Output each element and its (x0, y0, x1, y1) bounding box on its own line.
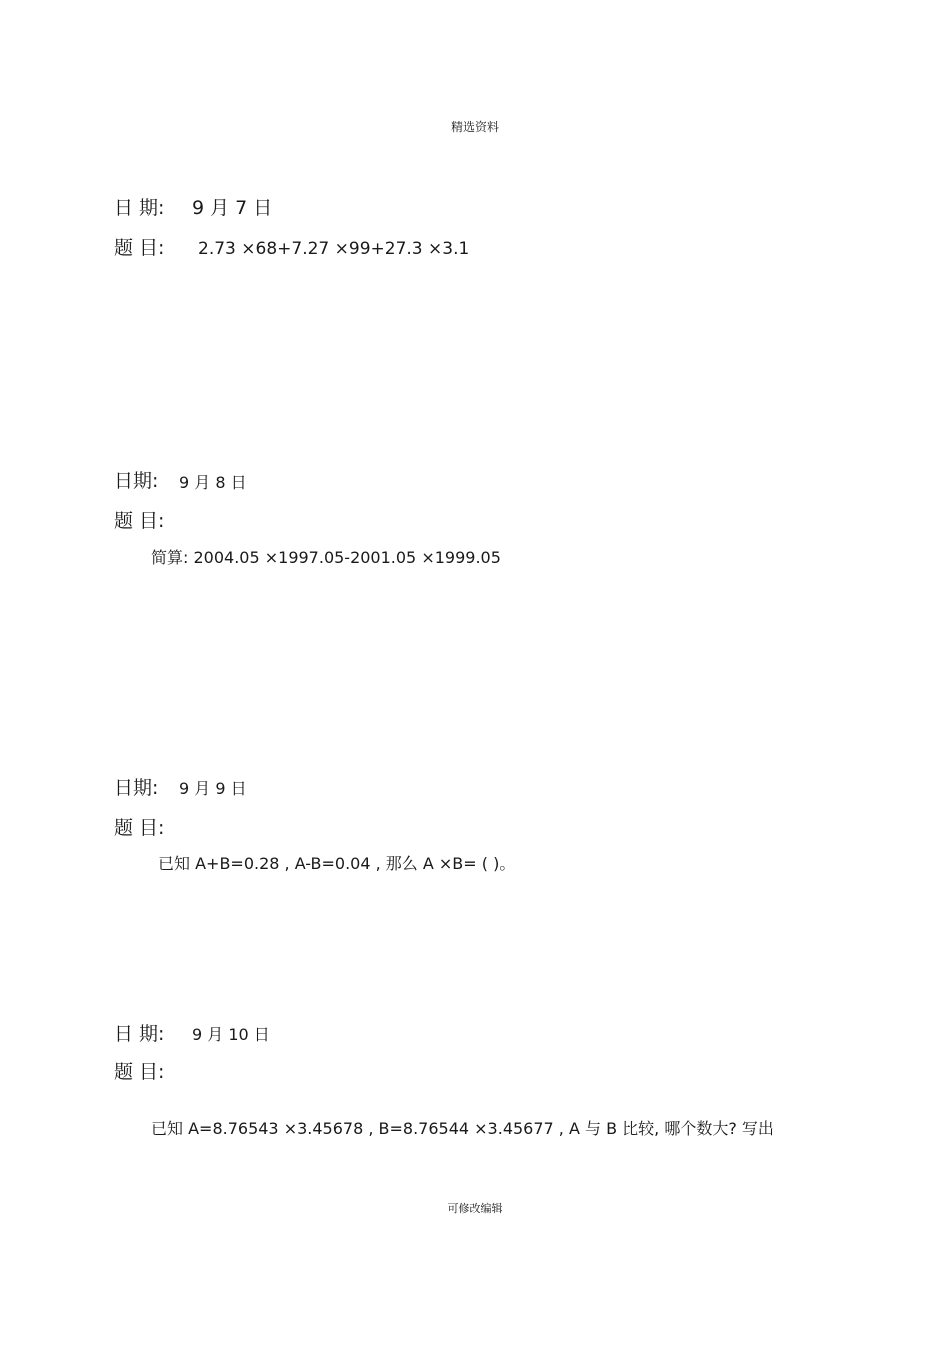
topic-label: 题 目: (114, 510, 165, 532)
date-value: 9 月 10 日 (192, 1025, 270, 1044)
topic-body: 已知 A=8.76543 ×3.45678 , B=8.76544 ×3.45677 , A 与 B 比较, 哪个数大? 写出 (151, 1119, 774, 1138)
date-label: 日期: (114, 777, 159, 799)
date-value: 9 月 8 日 (179, 473, 247, 492)
date-label: 日 期: (114, 197, 165, 219)
topic-body: 简算: 2004.05 ×1997.05-2001.05 ×1999.05 (151, 548, 501, 567)
date-label: 日期: (114, 470, 159, 492)
topic-label: 题 目: (114, 817, 165, 839)
topic-label: 题 目: (114, 1061, 165, 1083)
topic-label: 题 目: (114, 237, 165, 259)
date-value: 9 月 9 日 (179, 779, 247, 798)
date-value: 9 月 7 日 (192, 197, 273, 219)
topic-expression: 2.73 ×68+7.27 ×99+27.3 ×3.1 (198, 239, 470, 259)
topic-body: 已知 A+B=0.28 , A-B=0.04 , 那么 A ×B= ( )。 (158, 854, 516, 873)
date-label: 日 期: (114, 1023, 165, 1045)
page-header: 精选资料 (450, 120, 499, 134)
page-footer: 可修改编辑 (447, 1202, 503, 1215)
